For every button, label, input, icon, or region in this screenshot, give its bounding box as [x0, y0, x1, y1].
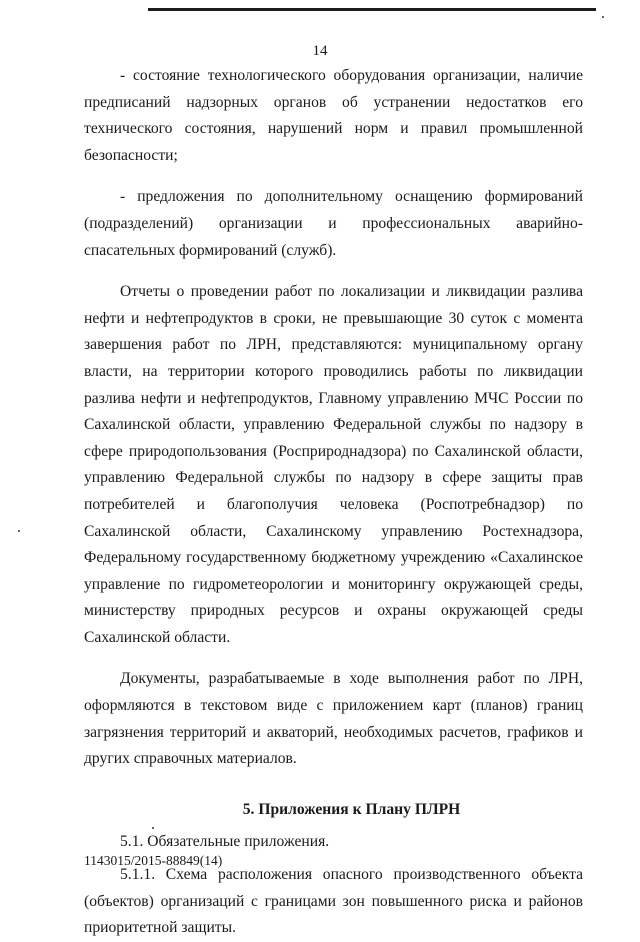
top-border-line	[148, 8, 596, 11]
document-body	[84, 63, 583, 942]
scan-speck	[18, 530, 20, 532]
document-code: 1143015/2015-88849(14)	[84, 853, 223, 868]
paragraph-proposals: - предложения по дополнительному оснащению формирований (подразделений) организации и профессиональных аварийно-спасательных формирований (служб).	[84, 188, 583, 259]
scan-speck	[602, 16, 604, 18]
paragraph-equipment-state: - состояние технологического оборудования организации, наличие предписаний надзорных органов об устранении недостатков его технического состояния, нарушений норм и правил промышленной безопасности;	[84, 67, 583, 164]
scan-speck	[152, 827, 154, 829]
page-number: 14	[312, 43, 328, 59]
paragraph-documents: Документы, разрабатываемые в ходе выполнения работ по ЛРН, оформляются в текстовом виде с приложением карт (планов) границ загрязнения территорий и акваторий, необходимых расчетов, графиков и других справочных материалов.	[84, 670, 583, 768]
item-5-1: 5.1. Обязательные приложения.	[120, 833, 330, 851]
section-heading: 5. Приложения к Плану ПЛРН	[242, 800, 461, 818]
paragraph-reports: Отчеты о проведении работ по локализации и ликвидации разлива нефти и нефтепродуктов в сроки, не превышающие 30 суток с момента завершения работ по ЛРН, представляются: муниципальному органу власти, на территории которого проводились работы по ликвидации разлива нефти и нефтепродуктов, Главному управлению МЧС России по Сахалинской области, управлению Федеральной службы по надзору в сфере природопользования (Росприроднадзора) по Сахалинской области, управлению Федеральной службы по надзору в сфере защиты прав потребителей и благополучия человека (Роспотребнадзор) по Сахалинской области, Сахалинскому управлению Ростехнадзора, Федеральному государственному бюджетному учреждению «Сахалинское управление по гидрометеорологии и мониторингу окружающей среды, министерству природных ресурсов и охраны окружающей среды Сахалинской области.	[84, 283, 583, 646]
item-5-1-1: 5.1.1. Схема расположения опасного производственного объекта (объектов) организаций с границами зон повышенного риска и районов приоритетной защиты.	[84, 866, 583, 937]
